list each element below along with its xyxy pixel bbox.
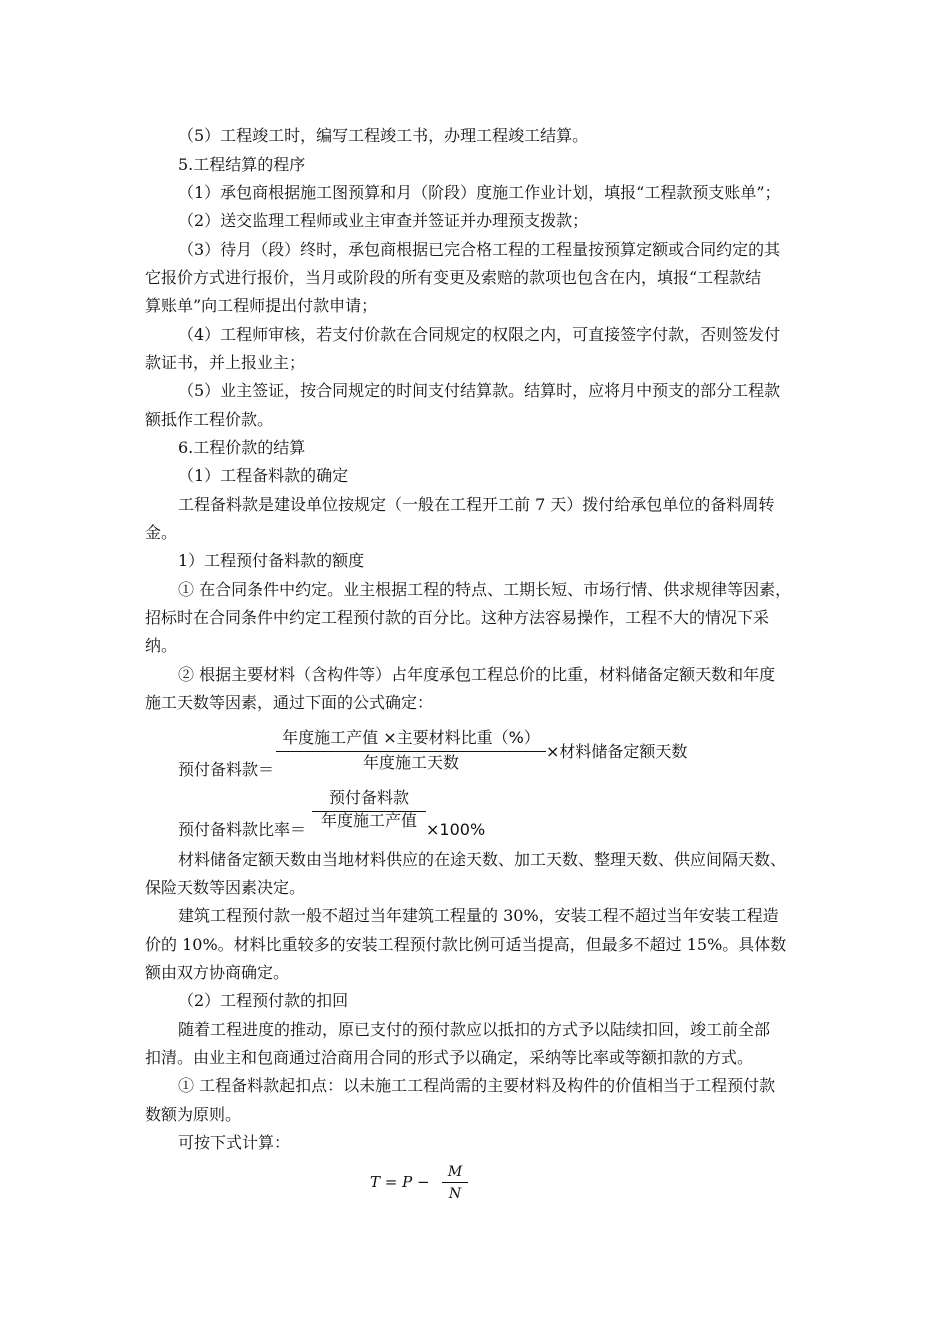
paragraph: 招标时在合同条件中约定工程预付款的百分比。这种方法容易操作，工程不大的情况下采 xyxy=(145,608,770,627)
paragraph: （5）工程竣工时，编写工程竣工书，办理工程竣工结算。 xyxy=(178,126,589,145)
paragraph: 金。 xyxy=(145,523,178,542)
fraction-bar xyxy=(276,751,546,752)
formula-lhs: T = P − xyxy=(370,1173,430,1191)
paragraph: 额由双方协商确定。 xyxy=(145,963,290,982)
paragraph: 施工天数等因素，通过下面的公式确定： xyxy=(145,693,434,712)
formula-denominator: N xyxy=(448,1186,462,1202)
paragraph: 工程备料款是建设单位按规定（一般在工程开工前 7 天）拨付给承包单位的备料周转 xyxy=(178,495,775,514)
formula-denominator: 年度施工产值 xyxy=(320,811,417,830)
formula-numerator: M xyxy=(447,1164,463,1180)
paragraph: ② 根据主要材料（含构件等）占年度承包工程总价的比重，材料储备定额天数和年度 xyxy=(178,665,776,684)
paragraph: （1）承包商根据施工图预算和月（阶段）度施工作业计划，填报“工程款预支账单”； xyxy=(178,183,781,202)
paragraph: 保险天数等因素决定。 xyxy=(145,878,306,897)
paragraph: 随着工程进度的推动，原已支付的预付款应以抵扣的方式予以陆续扣回，竣工前全部 xyxy=(178,1020,771,1039)
paragraph: （2）送交监理工程师或业主审查并签证并办理预支拨款； xyxy=(178,211,589,230)
paragraph: 它报价方式进行报价，当月或阶段的所有变更及索赔的款项也包含在内，填报“工程款结 xyxy=(145,268,762,287)
paragraph: 算账单”向工程师提出付款申请； xyxy=(145,296,378,315)
paragraph: （5）业主签证，按合同规定的时间支付结算款。结算时，应将月中预支的部分工程款 xyxy=(178,381,781,400)
formula-tail: ×材料储备定额天数 xyxy=(546,742,688,761)
paragraph: 扣清。由业主和包商通过洽商用合同的形式予以确定，采纳等比率或等额扣款的方式。 xyxy=(145,1048,754,1067)
paragraph: 款证书，并上报业主； xyxy=(145,353,306,372)
paragraph: ① 工程备料款起扣点：以未施工工程尚需的主要材料及构件的价值相当于工程预付款 xyxy=(178,1076,776,1095)
paragraph: 额抵作工程价款。 xyxy=(145,410,274,429)
paragraph: 数额为原则。 xyxy=(145,1105,242,1124)
formula-lhs: 预付备料款＝ xyxy=(178,760,275,779)
formula-denominator: 年度施工天数 xyxy=(362,753,459,772)
paragraph: 价的 10%。材料比重较多的安装工程预付款比例可适当提高，但最多不超过 15%。具体数 xyxy=(145,935,787,954)
paragraph: 可按下式计算： xyxy=(178,1133,291,1152)
subsection-heading: 1）工程预付备料款的额度 xyxy=(178,551,365,570)
fraction-bar xyxy=(442,1182,468,1183)
paragraph: 纳。 xyxy=(145,636,178,655)
paragraph: 建筑工程预付款一般不超过当年建筑工程量的 30%，安装工程不超过当年安装工程造 xyxy=(178,906,779,925)
formula-numerator: 预付备料款 xyxy=(328,788,409,807)
paragraph: （3）待月（段）终时，承包商根据已完合格工程的工程量按预算定额或合同约定的其 xyxy=(178,240,781,259)
paragraph: 材料储备定额天数由当地材料供应的在途天数、加工天数、整理天数、供应间隔天数、 xyxy=(178,850,787,869)
formula-lhs: 预付备料款比率＝ xyxy=(178,820,307,839)
section-heading: 6.工程价款的结算 xyxy=(178,438,306,457)
formula-numerator: 年度施工产值 ×主要材料比重（%） xyxy=(282,728,540,747)
subsection-heading: （2）工程预付款的扣回 xyxy=(178,991,349,1010)
paragraph: （4）工程师审核，若支付价款在合同规定的权限之内，可直接签字付款，否则签发付 xyxy=(178,325,781,344)
section-heading: 5.工程结算的程序 xyxy=(178,155,306,174)
formula-tail: ×100% xyxy=(426,820,486,839)
subsection-heading: （1）工程备料款的确定 xyxy=(178,466,349,485)
paragraph: ① 在合同条件中约定。业主根据工程的特点、工期长短、市场行情、供求规律等因素， xyxy=(178,580,792,599)
